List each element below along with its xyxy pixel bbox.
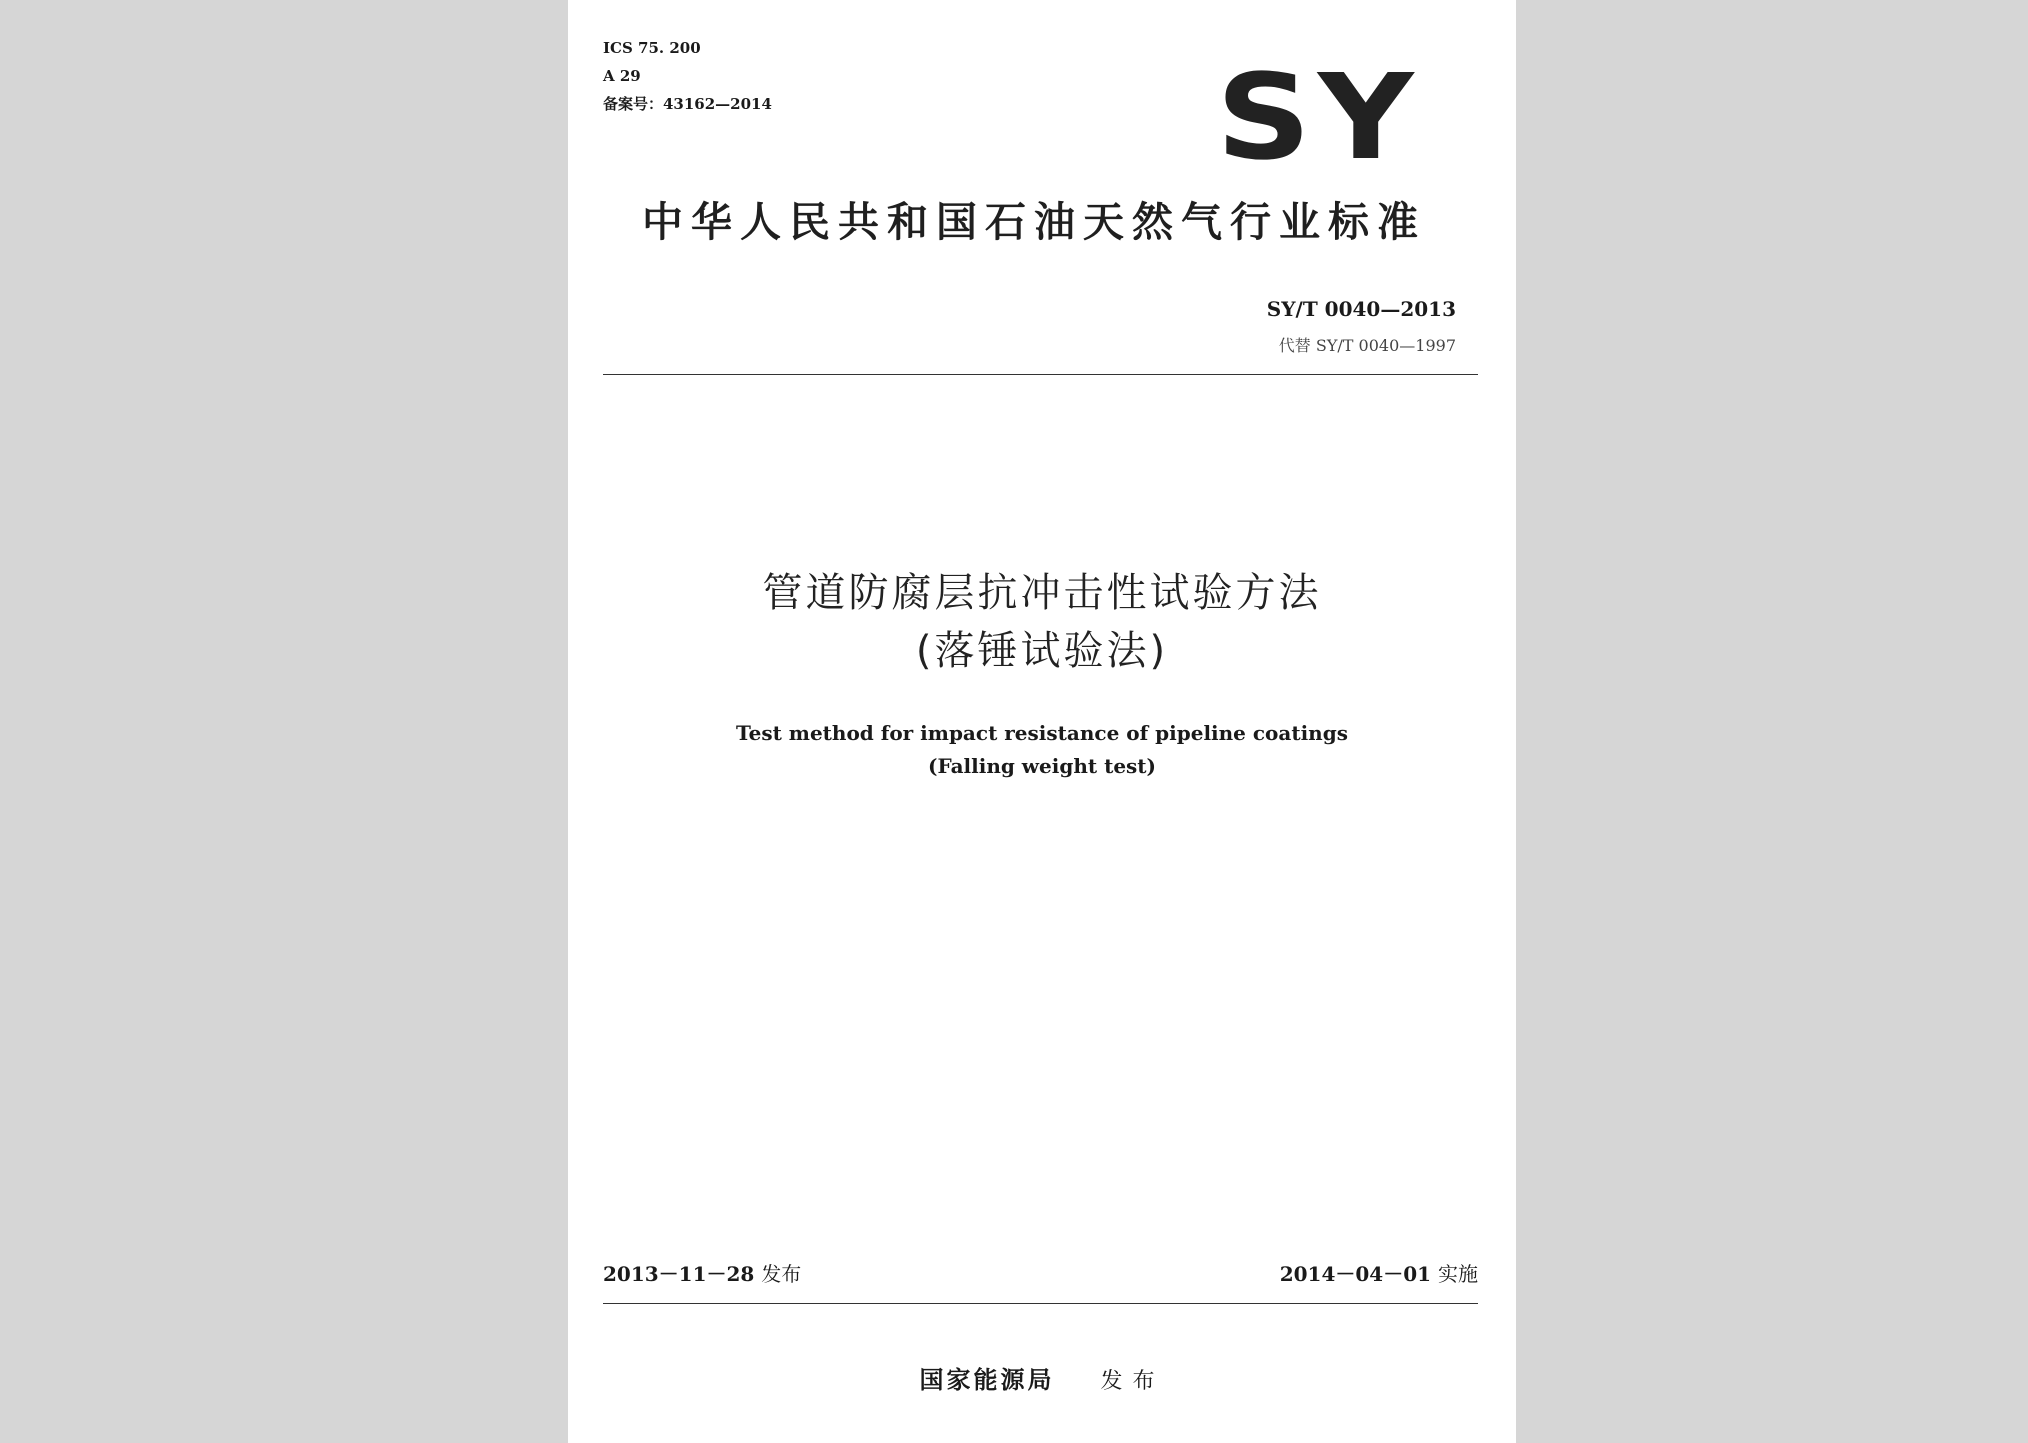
title-en-line2: (Falling weight test) — [928, 754, 1156, 778]
standard-category: 中华人民共和国石油天然气行业标准 — [642, 198, 1426, 246]
replaces-standard: 代替 SY/T 0040—1997 — [1278, 336, 1456, 355]
ics-code: ICS 75. 200 — [603, 39, 701, 57]
issue-date-value: 2013－11－28 — [603, 1262, 755, 1286]
effective-date-value: 2014－04－01 — [1279, 1262, 1432, 1286]
title-en-line1: Test method for impact resistance of pipeline coatings — [736, 721, 1348, 745]
bottom-divider — [603, 1303, 1478, 1304]
effective-date — [1280, 1258, 1478, 1287]
issue-date — [603, 1258, 801, 1287]
title-cn-line1: 管道防腐层抗冲击性试验方法 — [762, 570, 1322, 616]
ccs-code: A 29 — [603, 67, 641, 85]
title-cn-line2: (落锤试验法) — [915, 628, 1169, 674]
effective-date-label: 实施 — [1438, 1262, 1478, 1286]
publisher-action: 发布 — [1100, 1369, 1165, 1394]
publisher-name: 国家能源局 — [919, 1366, 1055, 1394]
sy-logo: SY — [1216, 48, 1421, 186]
issue-date-label: 发布 — [761, 1262, 802, 1286]
document-page — [568, 0, 1516, 1443]
standard-number: SY/T 0040—2013 — [1266, 297, 1456, 321]
top-divider — [603, 374, 1478, 375]
publisher-line — [568, 1360, 1516, 1395]
filing-number: 备案号：43162—2014 — [603, 95, 772, 113]
